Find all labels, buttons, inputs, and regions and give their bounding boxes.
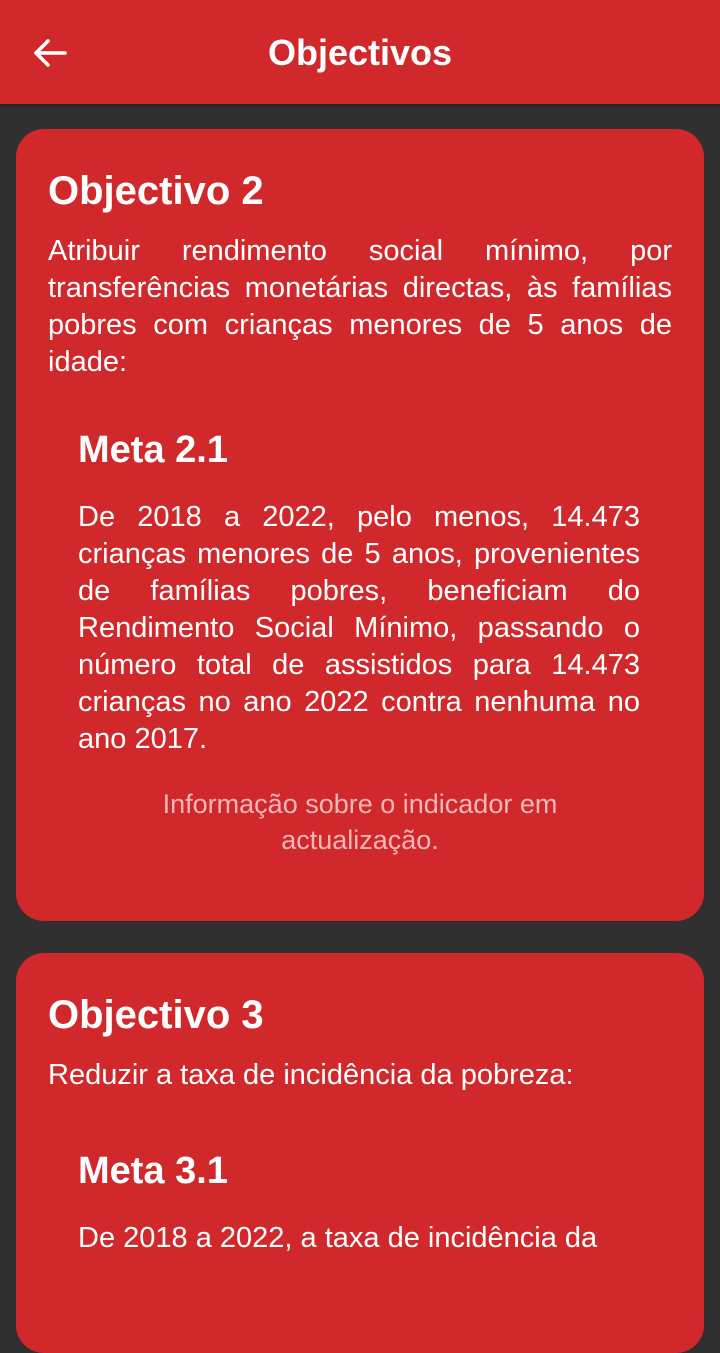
objective-title: Objectivo 2 [48, 169, 264, 213]
meta-description: De 2018 a 2022, pelo menos, 14.473 crianças menores de 5 anos, provenientes de famílias pobres, beneficiam do Rendimento Social Mínimo, passando o número total de assistidos para 14.473 crianças no ano 2022 contra nenhuma no ano 2017. [78, 501, 640, 755]
objective-card [16, 953, 704, 1353]
indicator-status-note: Informação sobre o indicador em actualização. [162, 789, 558, 855]
page-title: Objectivos [267, 32, 453, 73]
meta-title: Meta 2.1 [78, 429, 228, 471]
app-bar [0, 0, 720, 104]
objectives-list[interactable] [0, 104, 720, 1254]
meta-title: Meta 3.1 [78, 1150, 228, 1192]
objective-title: Objectivo 3 [48, 993, 264, 1037]
objective-description: Atribuir rendimento social mínimo, por transferências monetárias directas, às famílias pobres com crianças menores de 5 anos de idade: [48, 235, 672, 378]
objective-description: Reduzir a taxa de incidência da pobreza: [48, 1059, 574, 1091]
objective-card [16, 129, 704, 921]
meta-description: De 2018 a 2022, a taxa de incidência da [78, 1222, 598, 1254]
